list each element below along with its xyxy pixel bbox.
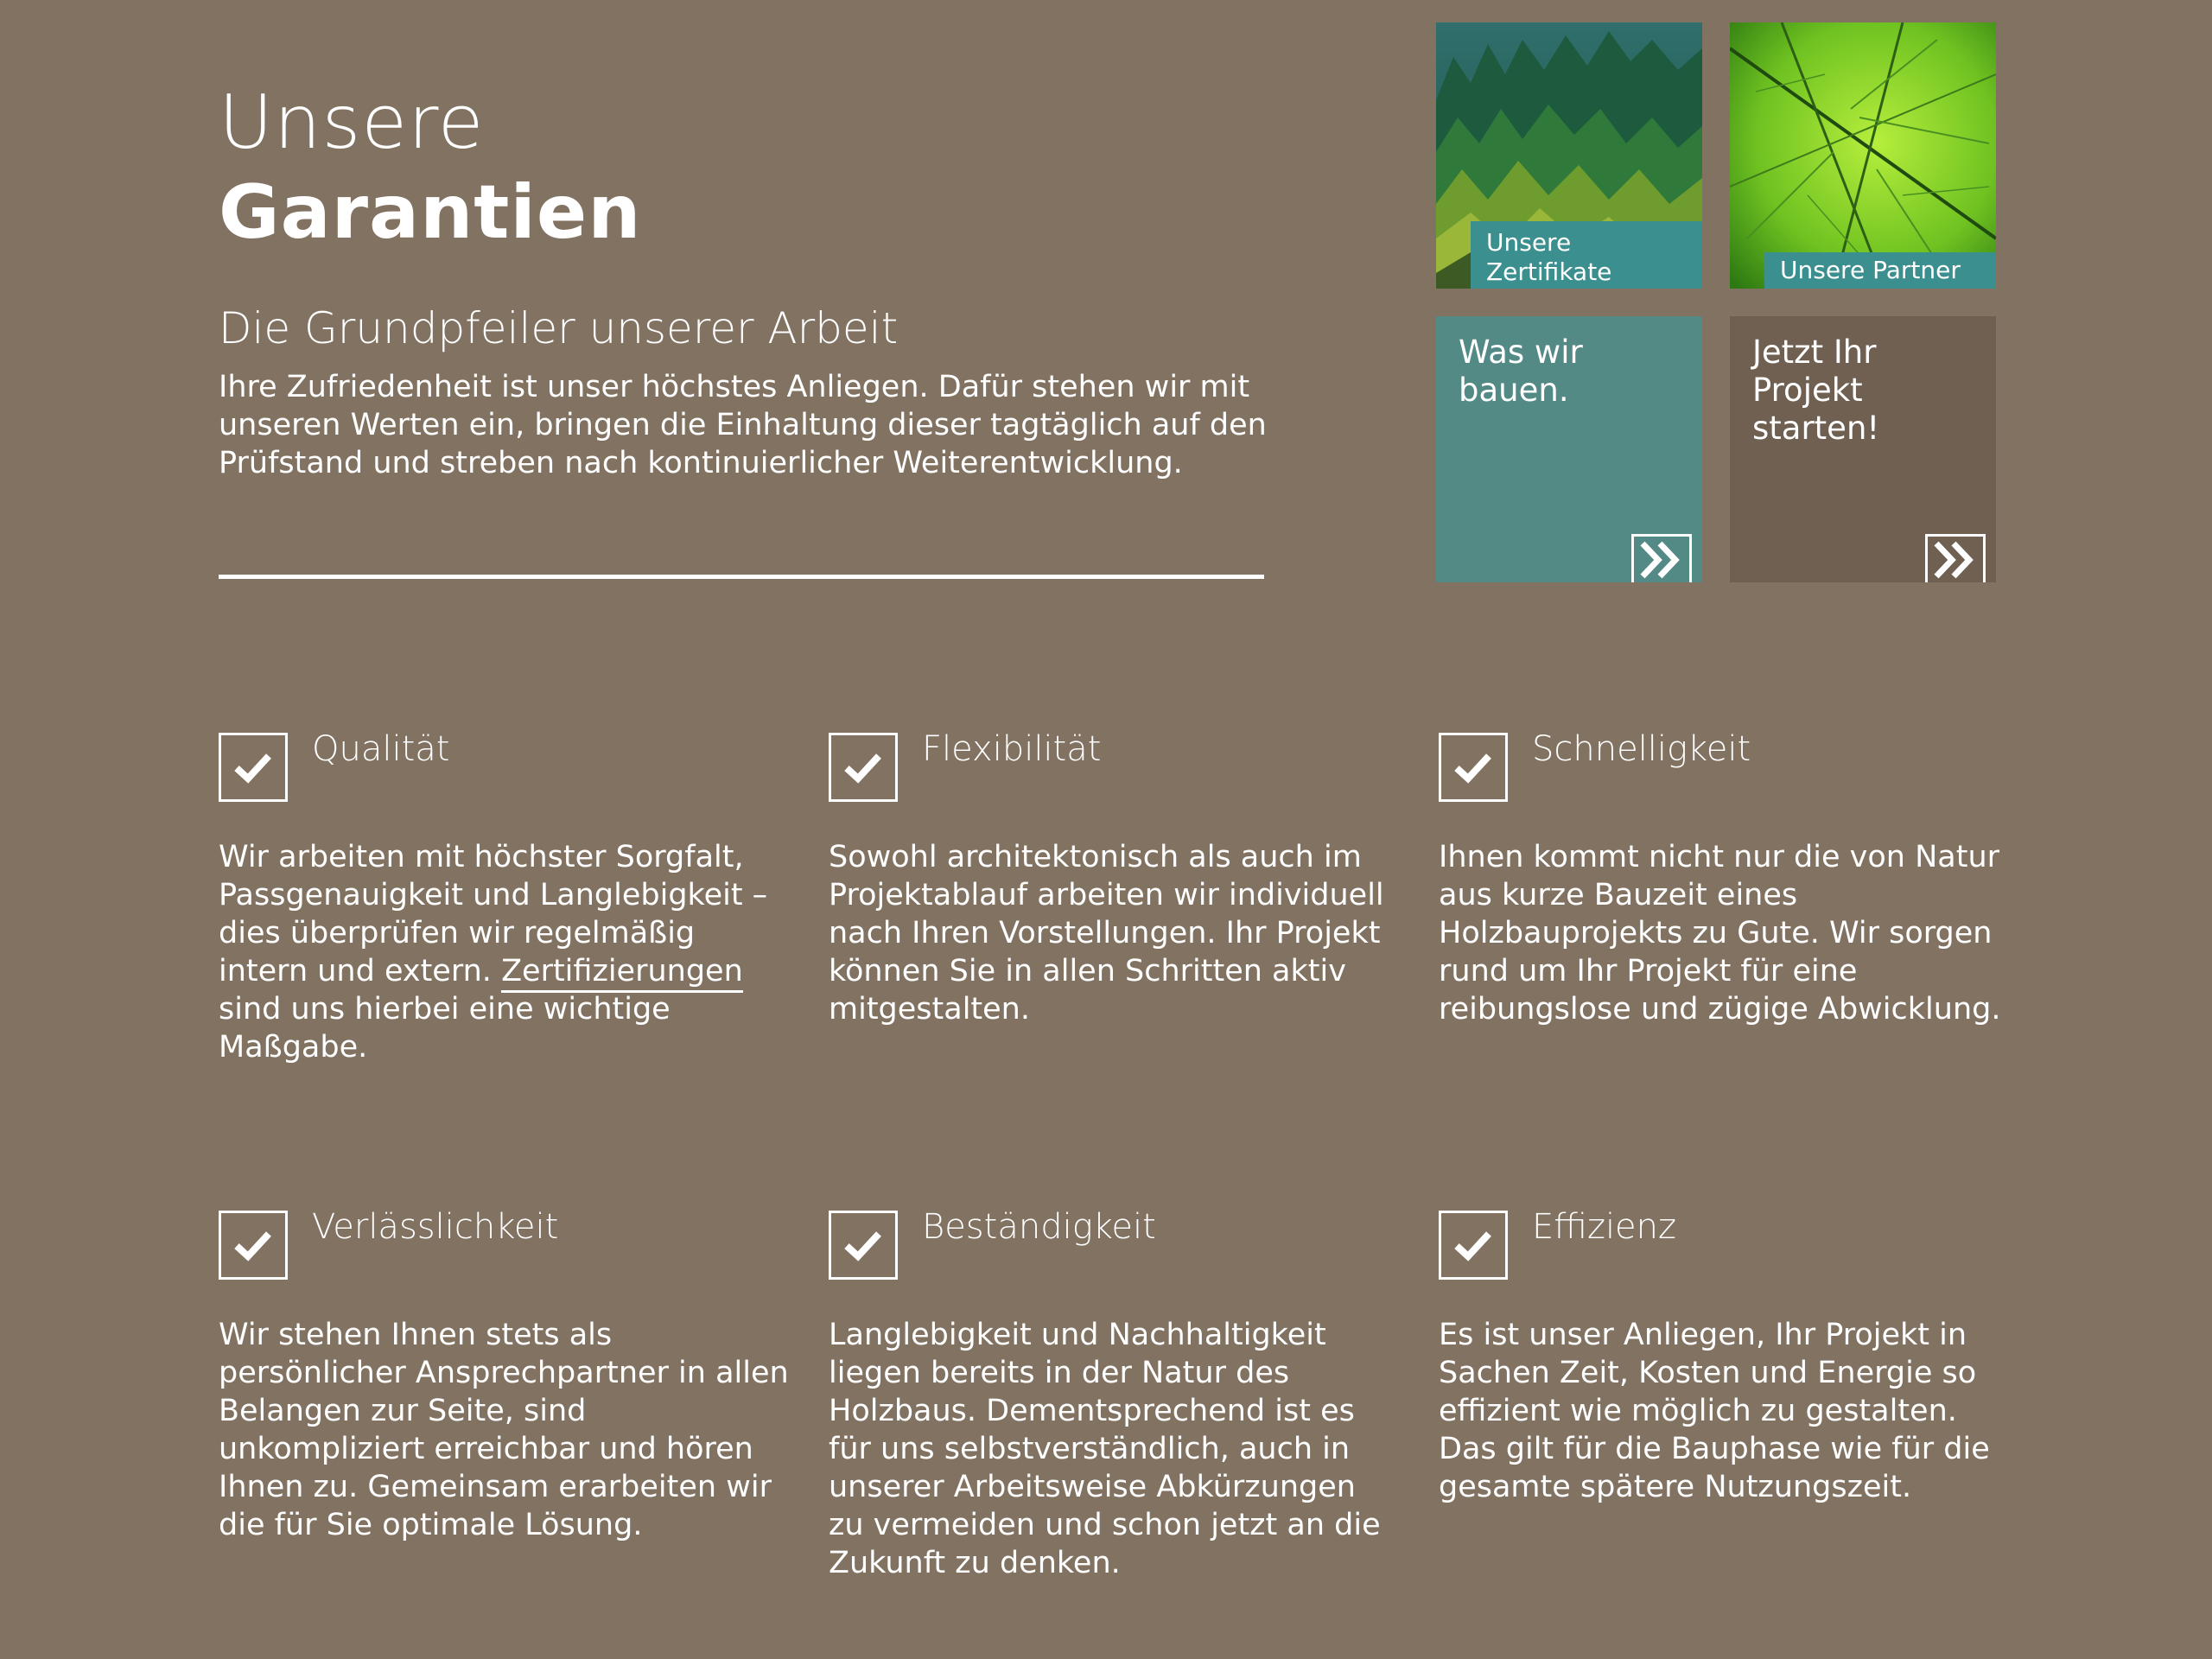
feature-text [219, 838, 789, 1066]
partners-label: Unsere Partner [1764, 252, 1996, 289]
checkmark-icon [1439, 733, 1508, 802]
feature-title: Flexibilität [922, 729, 1102, 769]
feature-text-part: sind uns hierbei eine wichtige Maßgabe. [219, 992, 671, 1065]
intro-text: Ihre Zufriedenheit ist unser höchstes Anliegen. Dafür stehen wir mit unseren Werten ein, bringen die Einhaltung dieser tagtäglich auf den Prüfstand und streben nach kontinuierlicher Weiterentwicklung. [219, 370, 1267, 480]
double-chevron-right-icon [1631, 534, 1692, 582]
what-we-build-tile[interactable] [1436, 316, 1702, 582]
what-we-build-text: Was wir bauen. [1459, 334, 1583, 409]
page-title-line2: Garantien [219, 169, 642, 256]
leaf-image [1730, 22, 1996, 289]
feature-title: Effizienz [1532, 1207, 1677, 1247]
start-project-text: Jetzt Ihr Projekt starten! [1752, 334, 1880, 447]
feature-text: Ihnen kommt nicht nur die von Natur aus kurze Bauzeit eines Holzbauprojekts zu Gute. Wir sorgen rund um Ihr Projekt für eine reibungslose und zügige Abwicklung. [1439, 840, 2001, 1027]
page-title-line1: Unsere [219, 79, 485, 166]
checkmark-icon [829, 1211, 898, 1280]
feature-text: Wir stehen Ihnen stets als persönlicher Ansprechpartner in allen Belangen zur Seite, sind unkompliziert erreichbar und hören Ihnen zu. Gemeinsam erarbeiten wir die für Sie optimale Lösung. [219, 1318, 789, 1542]
feature-title: Beständigkeit [922, 1207, 1156, 1247]
double-chevron-right-icon [1925, 534, 1986, 582]
divider [219, 575, 1264, 579]
section-subtitle: Die Grundpfeiler unserer Arbeit [219, 303, 899, 353]
partners-tile[interactable] [1730, 22, 1996, 289]
feature-text-part: Wir arbeiten mit höchster Sorgfalt, Passgenauigkeit und Langlebigkeit – dies überprüfen wir regelmäßig intern und extern. [219, 840, 768, 988]
feature-title: Qualität [312, 729, 450, 769]
checkmark-icon [1439, 1211, 1508, 1280]
checkmark-icon [219, 733, 288, 802]
checkmark-icon [829, 733, 898, 802]
certificates-tile[interactable] [1436, 22, 1702, 289]
feature-title: Verlässlichkeit [312, 1207, 559, 1247]
feature-text: Es ist unser Anliegen, Ihr Projekt in Sachen Zeit, Kosten und Energie so effizient wie möglich zu gestalten. Das gilt für die Bauphase wie für die gesamte spätere Nutzungszeit. [1439, 1318, 1990, 1504]
certificates-label: Unsere Zertifikate [1471, 221, 1702, 289]
feature-text: Sowohl architektonisch als auch im Projektablauf arbeiten wir individuell nach Ihren Vorstellungen. Ihr Projekt können Sie in allen Schritten aktiv mitgestalten. [829, 840, 1384, 1027]
certifications-link[interactable]: Zertifizierungen [501, 954, 743, 993]
feature-title: Schnelligkeit [1532, 729, 1751, 769]
feature-text: Langlebigkeit und Nachhaltigkeit liegen bereits in der Natur des Holzbaus. Dementsprechend ist es für uns selbstverständlich, auch in unserer Arbeitsweise Abkürzungen zu vermeiden und schon jetzt an die Zukunft zu denken. [829, 1318, 1381, 1580]
checkmark-icon [219, 1211, 288, 1280]
start-project-tile[interactable] [1730, 316, 1996, 582]
